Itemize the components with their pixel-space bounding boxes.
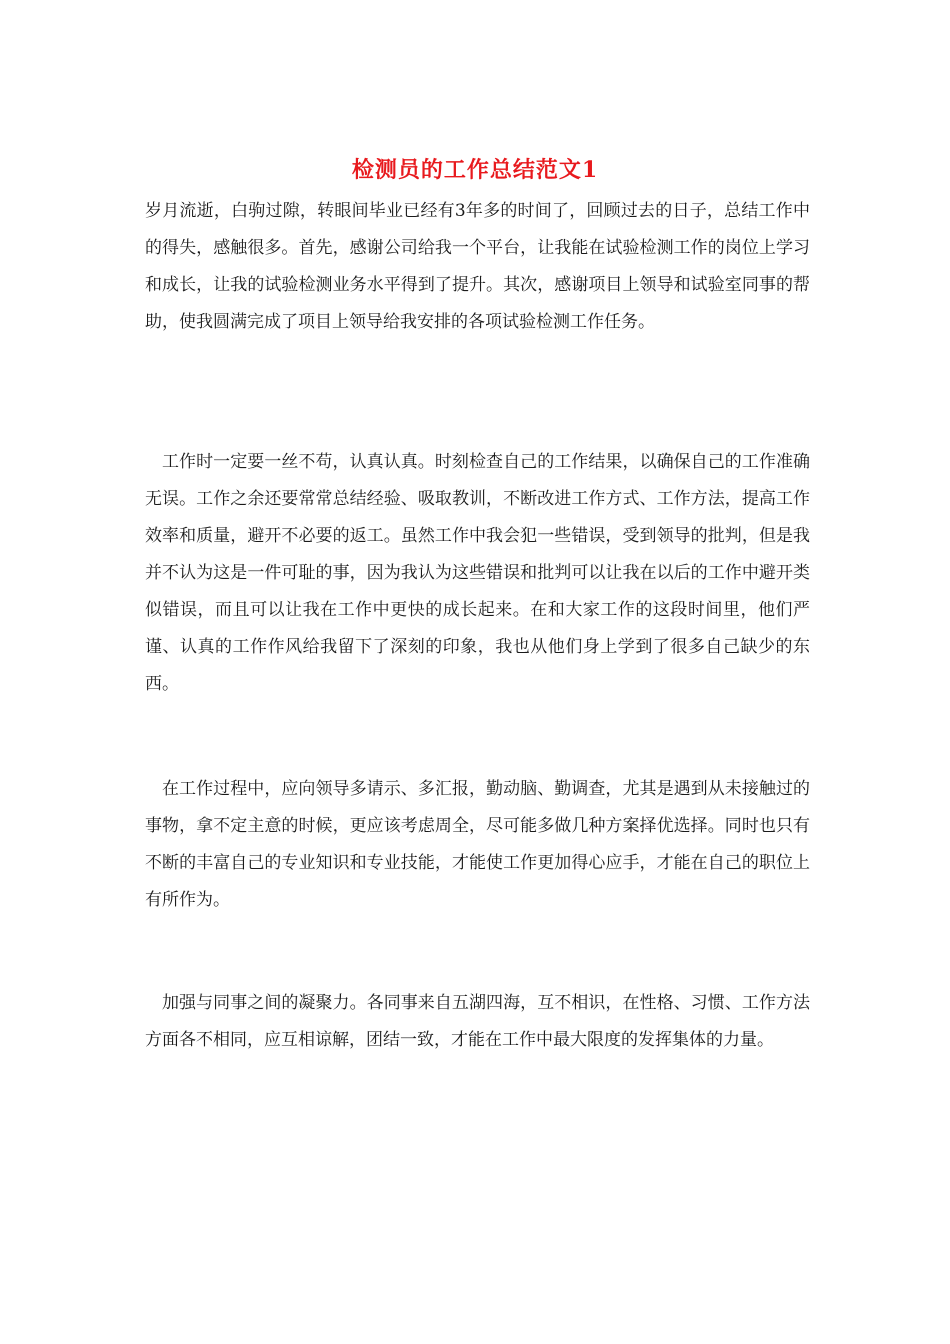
paragraph-4: 加强与同事之间的凝聚力。各同事来自五湖四海，互不相识，在性格、习惯、工作方法方面各不相同，应互相谅解，团结一致，才能在工作中最大限度的发挥集体的力量。 xyxy=(145,993,810,1050)
paragraph-1: 岁月流逝，白驹过隙，转眼间毕业已经有3年多的时间了，回顾过去的日子，总结工作中的得失，感触很多。首先，感谢公司给我一个平台，让我能在试验检测工作的岗位上学习和成长，让我的试验检测业务水平得到了提升。其次，感谢项目上领导和试验室同事的帮助，使我圆满完成了项目上领导给我安排的各项试验检测工作任务。 xyxy=(145,201,810,332)
paragraph-2: 工作时一定要一丝不苟，认真认真。时刻检查自己的工作结果，以确保自己的工作准确无误。工作之余还要常常总结经验、吸取教训，不断改进工作方式、工作方法，提高工作效率和质量，避开不必要的返工。虽然工作中我会犯一些错误，受到领导的批判，但是我并不认为这是一件可耻的事，因为我认为这些错误和批判可以让我在以后的工作中避开类似错误，而且可以让我在工作中更快的成长起来。在和大家工作的这段时间里，他们严谨、认真的工作作风给我留下了深刻的印象，我也从他们身上学到了很多自己缺少的东西。 xyxy=(145,452,810,694)
document-title: 检测员的工作总结范文1 xyxy=(351,157,599,183)
paragraph-3: 在工作过程中，应向领导多请示、多汇报，勤动脑、勤调查，尤其是遇到从未接触过的事物，拿不定主意的时候，更应该考虑周全，尽可能多做几种方案择优选择。同时也只有不断的丰富自己的专业知识和专业技能，才能使工作更加得心应手，才能在自己的职位上有所作为。 xyxy=(145,779,810,910)
